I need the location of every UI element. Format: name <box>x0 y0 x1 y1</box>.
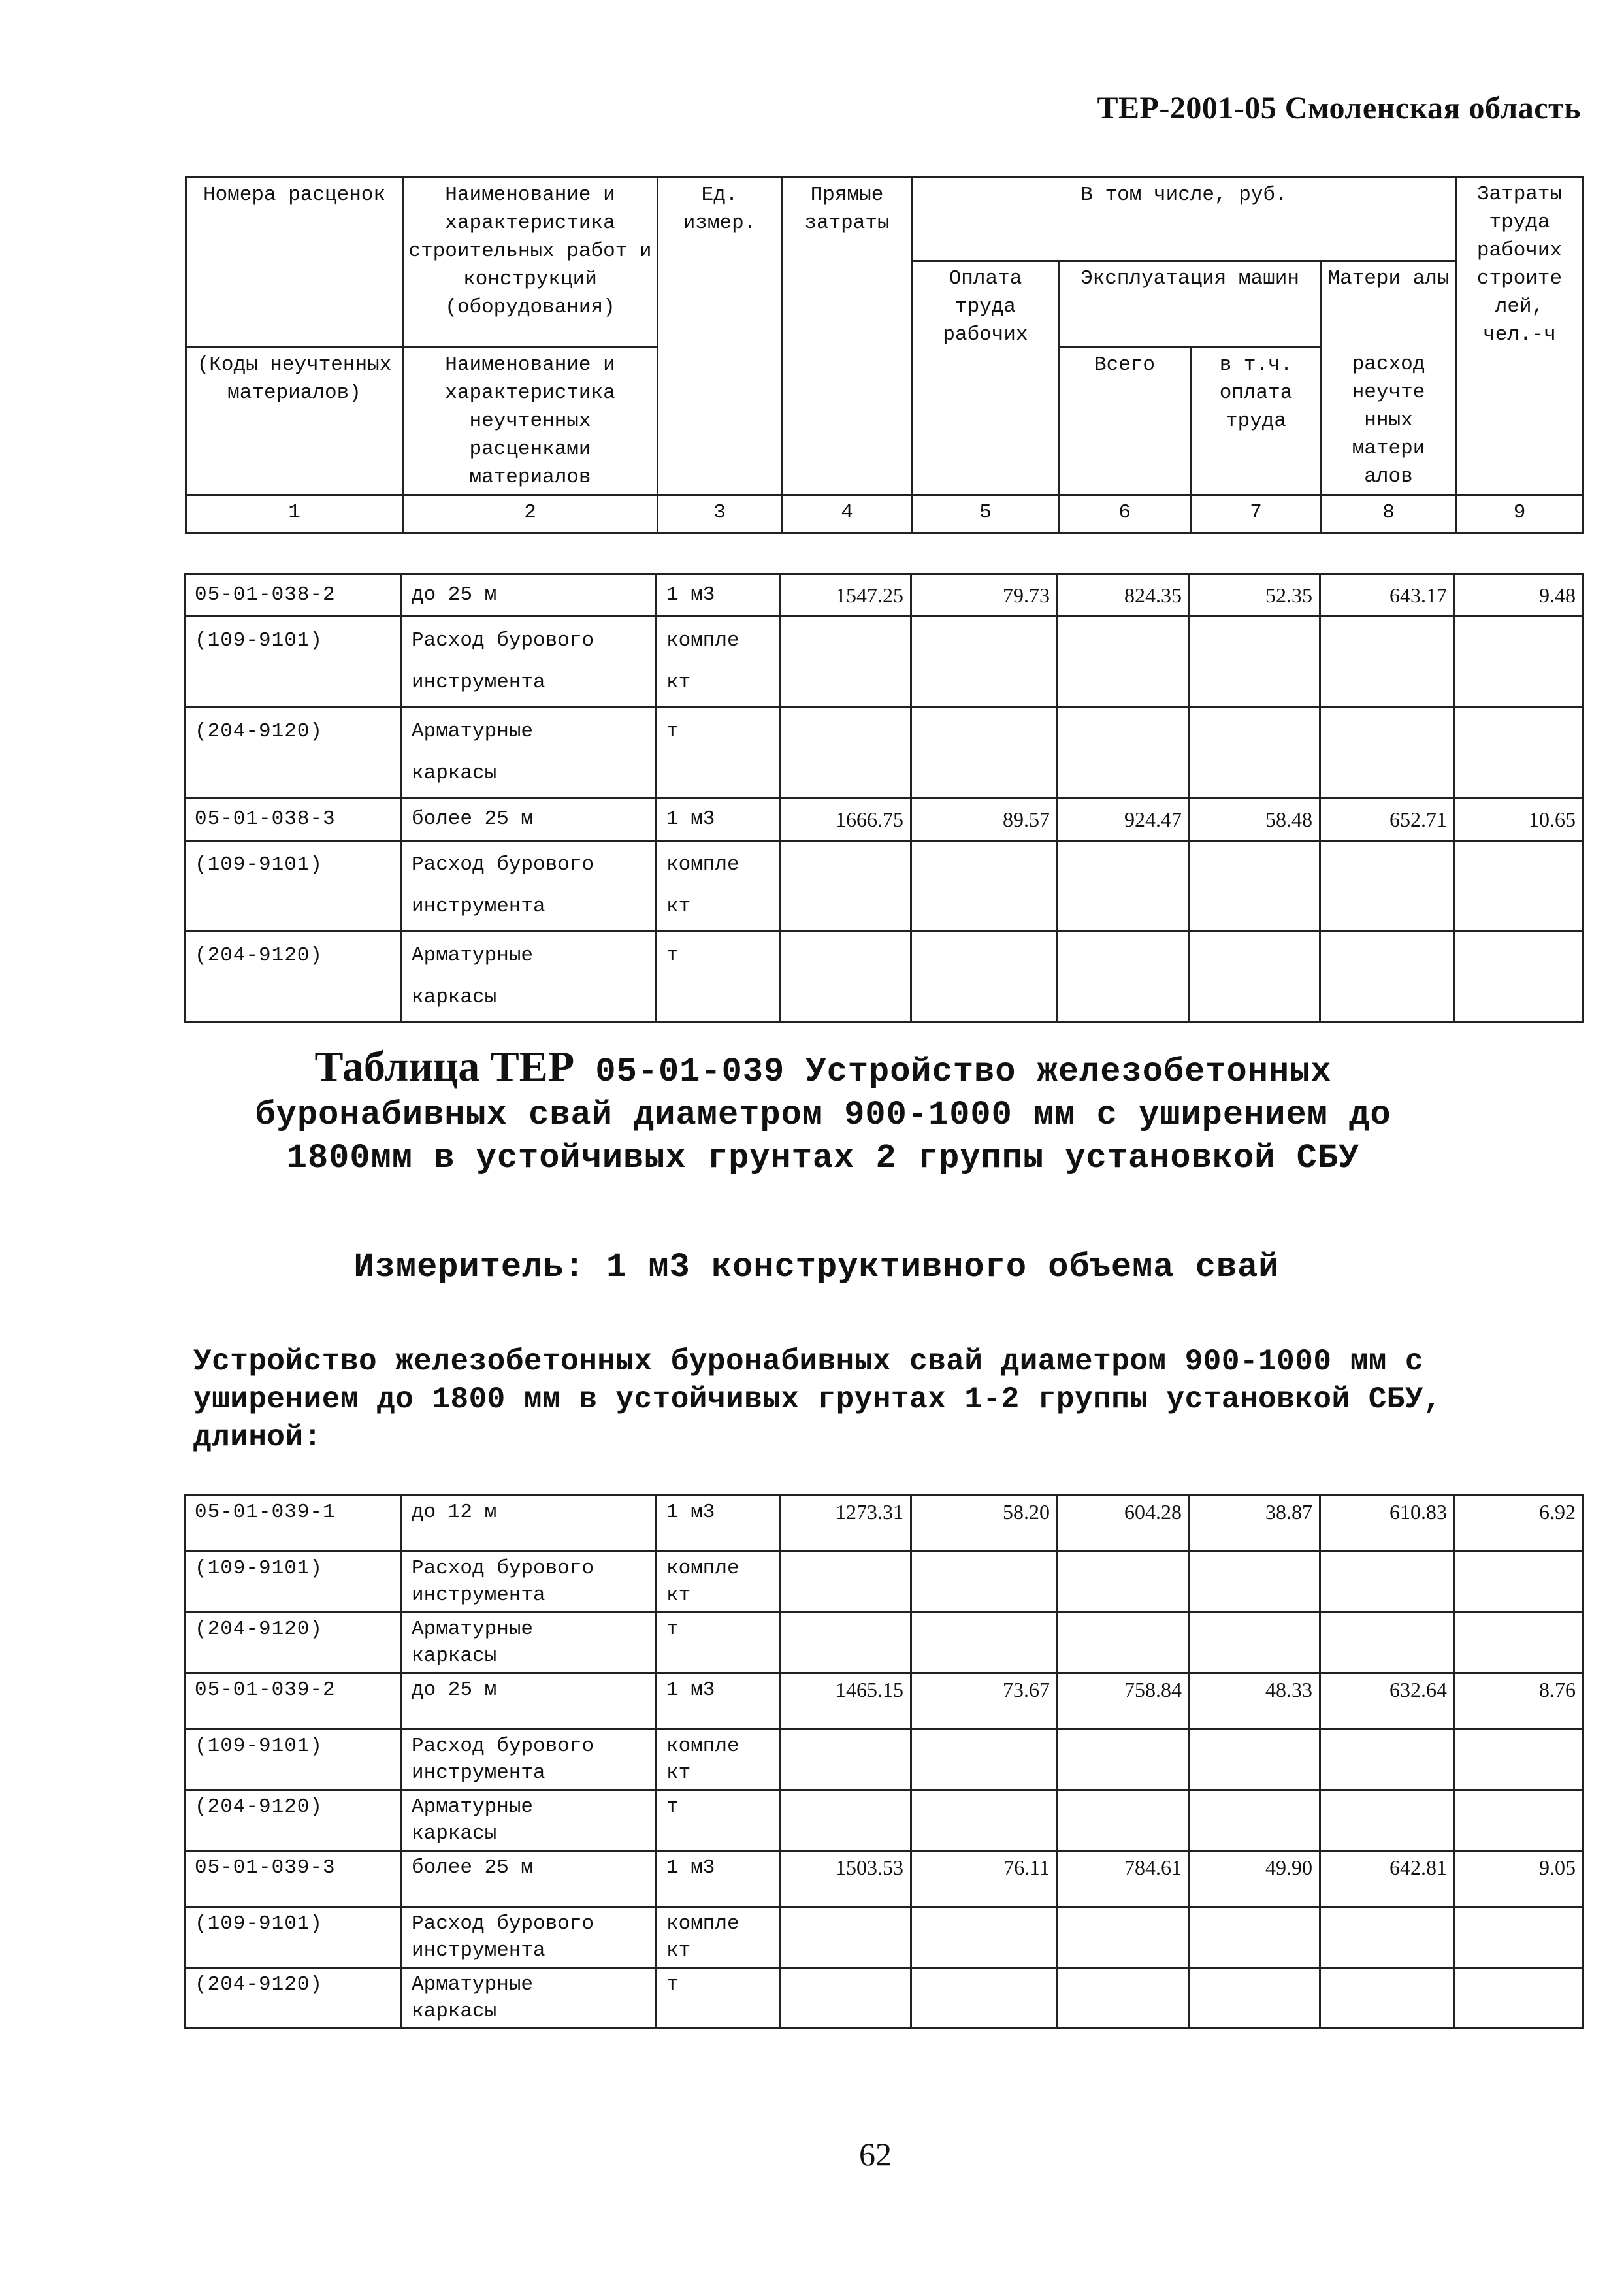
machine-wage-cost: 52.35 <box>1190 574 1320 617</box>
col-header-codes-unaccounted: (Коды неучтенных материалов) <box>186 348 403 495</box>
material-code: (109-9101) <box>185 1729 402 1790</box>
table-row <box>185 1790 1583 1851</box>
material-cost: 642.81 <box>1320 1851 1455 1907</box>
work-name: до 12 м <box>402 1496 657 1552</box>
rate-code: 05-01-038-2 <box>185 574 402 617</box>
table-row <box>185 574 1583 617</box>
material-code: (204-9120) <box>185 932 402 1023</box>
material-unit: компле кт <box>657 1729 781 1790</box>
unit: 1 м3 <box>657 1496 781 1552</box>
machine-wage-cost: 38.87 <box>1190 1496 1320 1552</box>
material-unit: т <box>657 1968 781 2029</box>
wage-cost: 73.67 <box>911 1673 1058 1729</box>
labor-cost: 10.65 <box>1455 798 1583 841</box>
material-unit: т <box>657 1613 781 1673</box>
material-name: Расход бурового инструмента <box>402 1907 657 1968</box>
direct-cost: 1503.53 <box>781 1851 911 1907</box>
col-number: 3 <box>658 495 782 533</box>
table-title-line2: буронабивных свай диаметром 900-1000 мм с уширением до <box>255 1096 1391 1134</box>
rate-code: 05-01-039-2 <box>185 1673 402 1729</box>
material-cost: 643.17 <box>1320 574 1455 617</box>
col-number: 9 <box>1456 495 1583 533</box>
material-unit: компле кт <box>657 1907 781 1968</box>
col-header-unit: Ед. измер. <box>658 178 782 495</box>
material-code: (109-9101) <box>185 617 402 708</box>
material-unit: т <box>657 1790 781 1851</box>
material-unit: т <box>657 708 781 798</box>
table-row <box>185 708 1583 798</box>
rate-code: 05-01-039-3 <box>185 1851 402 1907</box>
material-name: Расход бурового инструмента <box>402 617 657 708</box>
col-header-labor: Затраты труда рабочих строите лей, чел.-ч <box>1456 178 1583 495</box>
page-header-title: ТЕР-2001-05 Смоленская область <box>1097 91 1581 125</box>
material-code: (204-9120) <box>185 1613 402 1673</box>
table-row <box>185 617 1583 708</box>
machine-wage-cost: 49.90 <box>1190 1851 1320 1907</box>
page-number: 62 <box>859 2136 892 2172</box>
column-header-table <box>185 176 1584 534</box>
wage-cost: 79.73 <box>911 574 1058 617</box>
material-name: Арматурные каркасы <box>402 708 657 798</box>
wage-cost: 76.11 <box>911 1851 1058 1907</box>
labor-cost: 9.05 <box>1455 1851 1583 1907</box>
machine-cost: 824.35 <box>1058 574 1190 617</box>
col-header-machines: Эксплуатация машин <box>1059 261 1322 348</box>
work-name: более 25 м <box>402 1851 657 1907</box>
material-code: (204-9120) <box>185 708 402 798</box>
col-number: 4 <box>782 495 913 533</box>
material-cost: 632.64 <box>1320 1673 1455 1729</box>
table-row <box>185 841 1583 932</box>
machine-wage-cost: 58.48 <box>1190 798 1320 841</box>
rates-table-039 <box>184 1494 1584 2029</box>
material-code: (109-9101) <box>185 1552 402 1613</box>
table-title-line3: 1800мм в устойчивых грунтах 2 группы установкой СБУ <box>286 1139 1360 1177</box>
material-cost: 610.83 <box>1320 1496 1455 1552</box>
table-title-label: Таблица ТЕР <box>314 1043 575 1090</box>
measure-unit: Измеритель: 1 м3 конструктивного объема свай <box>353 1248 1280 1286</box>
material-code: (204-9120) <box>185 1968 402 2029</box>
col-number: 8 <box>1322 495 1456 533</box>
unit: 1 м3 <box>657 574 781 617</box>
direct-cost: 1273.31 <box>781 1496 911 1552</box>
material-unit: компле кт <box>657 841 781 932</box>
table-row <box>185 1496 1583 1552</box>
col-number: 7 <box>1191 495 1322 533</box>
table-title-line1: 05-01-039 Устройство железобетонных <box>595 1053 1332 1091</box>
table-row <box>185 1673 1583 1729</box>
unit: 1 м3 <box>657 798 781 841</box>
table-row <box>185 1552 1583 1613</box>
material-name: Расход бурового инструмента <box>402 841 657 932</box>
col-number: 6 <box>1059 495 1191 533</box>
rates-table-038 <box>184 573 1584 1023</box>
rate-code: 05-01-038-3 <box>185 798 402 841</box>
machine-cost: 924.47 <box>1058 798 1190 841</box>
table-row <box>185 798 1583 841</box>
labor-cost: 8.76 <box>1455 1673 1583 1729</box>
material-name: Арматурные каркасы <box>402 1613 657 1673</box>
col-header-direct: Прямые затраты <box>782 178 913 495</box>
col-header-wage: Оплата труда рабочих <box>913 261 1059 495</box>
col-header-materials: Матери алы <box>1322 261 1456 348</box>
machine-cost: 784.61 <box>1058 1851 1190 1907</box>
work-name: более 25 м <box>402 798 657 841</box>
rate-code: 05-01-039-1 <box>185 1496 402 1552</box>
material-code: (109-9101) <box>185 1907 402 1968</box>
material-name: Расход бурового инструмента <box>402 1552 657 1613</box>
material-name: Расход бурового инструмента <box>402 1729 657 1790</box>
unit: 1 м3 <box>657 1673 781 1729</box>
material-unit: т <box>657 932 781 1023</box>
material-name: Арматурные каркасы <box>402 1790 657 1851</box>
col-number: 1 <box>186 495 403 533</box>
wage-cost: 58.20 <box>911 1496 1058 1552</box>
material-cost: 652.71 <box>1320 798 1455 841</box>
table-row <box>185 932 1583 1023</box>
material-name: Арматурные каркасы <box>402 1968 657 2029</box>
col-header-name: Наименование и характеристика строительных работ и конструкций (оборудования) <box>403 178 658 348</box>
col-number: 2 <box>403 495 658 533</box>
direct-cost: 1547.25 <box>781 574 911 617</box>
table-row <box>185 1729 1583 1790</box>
table-row <box>185 1907 1583 1968</box>
table-row <box>185 1968 1583 2029</box>
material-code: (109-9101) <box>185 841 402 932</box>
material-unit: компле кт <box>657 1552 781 1613</box>
material-code: (204-9120) <box>185 1790 402 1851</box>
machine-wage-cost: 48.33 <box>1190 1673 1320 1729</box>
wage-cost: 89.57 <box>911 798 1058 841</box>
unit: 1 м3 <box>657 1851 781 1907</box>
col-header-name-unaccounted: Наименование и характеристика неучтенных расценками материалов <box>403 348 658 495</box>
col-header-machines-wage: в т.ч. оплата труда <box>1191 348 1322 495</box>
col-header-materials-unaccounted: расход неучте нных матери алов <box>1322 348 1456 495</box>
table-title <box>189 1045 1457 1180</box>
col-header-machines-total: Всего <box>1059 348 1191 495</box>
table-row <box>185 1613 1583 1673</box>
machine-cost: 758.84 <box>1058 1673 1190 1729</box>
material-unit: компле кт <box>657 617 781 708</box>
work-description: Устройство железобетонных буронабивных свай диаметром 900-1000 мм с уширением до 1800 мм в устойчивых грунтах 1-2 группы установкой СБУ, длиной: <box>193 1345 1442 1454</box>
material-name: Арматурные каркасы <box>402 932 657 1023</box>
labor-cost: 9.48 <box>1455 574 1583 617</box>
col-number: 5 <box>913 495 1059 533</box>
table-row <box>185 1851 1583 1907</box>
col-header-including: В том числе, руб. <box>913 178 1456 261</box>
direct-cost: 1666.75 <box>781 798 911 841</box>
direct-cost: 1465.15 <box>781 1673 911 1729</box>
work-name: до 25 м <box>402 574 657 617</box>
labor-cost: 6.92 <box>1455 1496 1583 1552</box>
work-name: до 25 м <box>402 1673 657 1729</box>
machine-cost: 604.28 <box>1058 1496 1190 1552</box>
col-header-codes: Номера расценок <box>186 178 403 348</box>
